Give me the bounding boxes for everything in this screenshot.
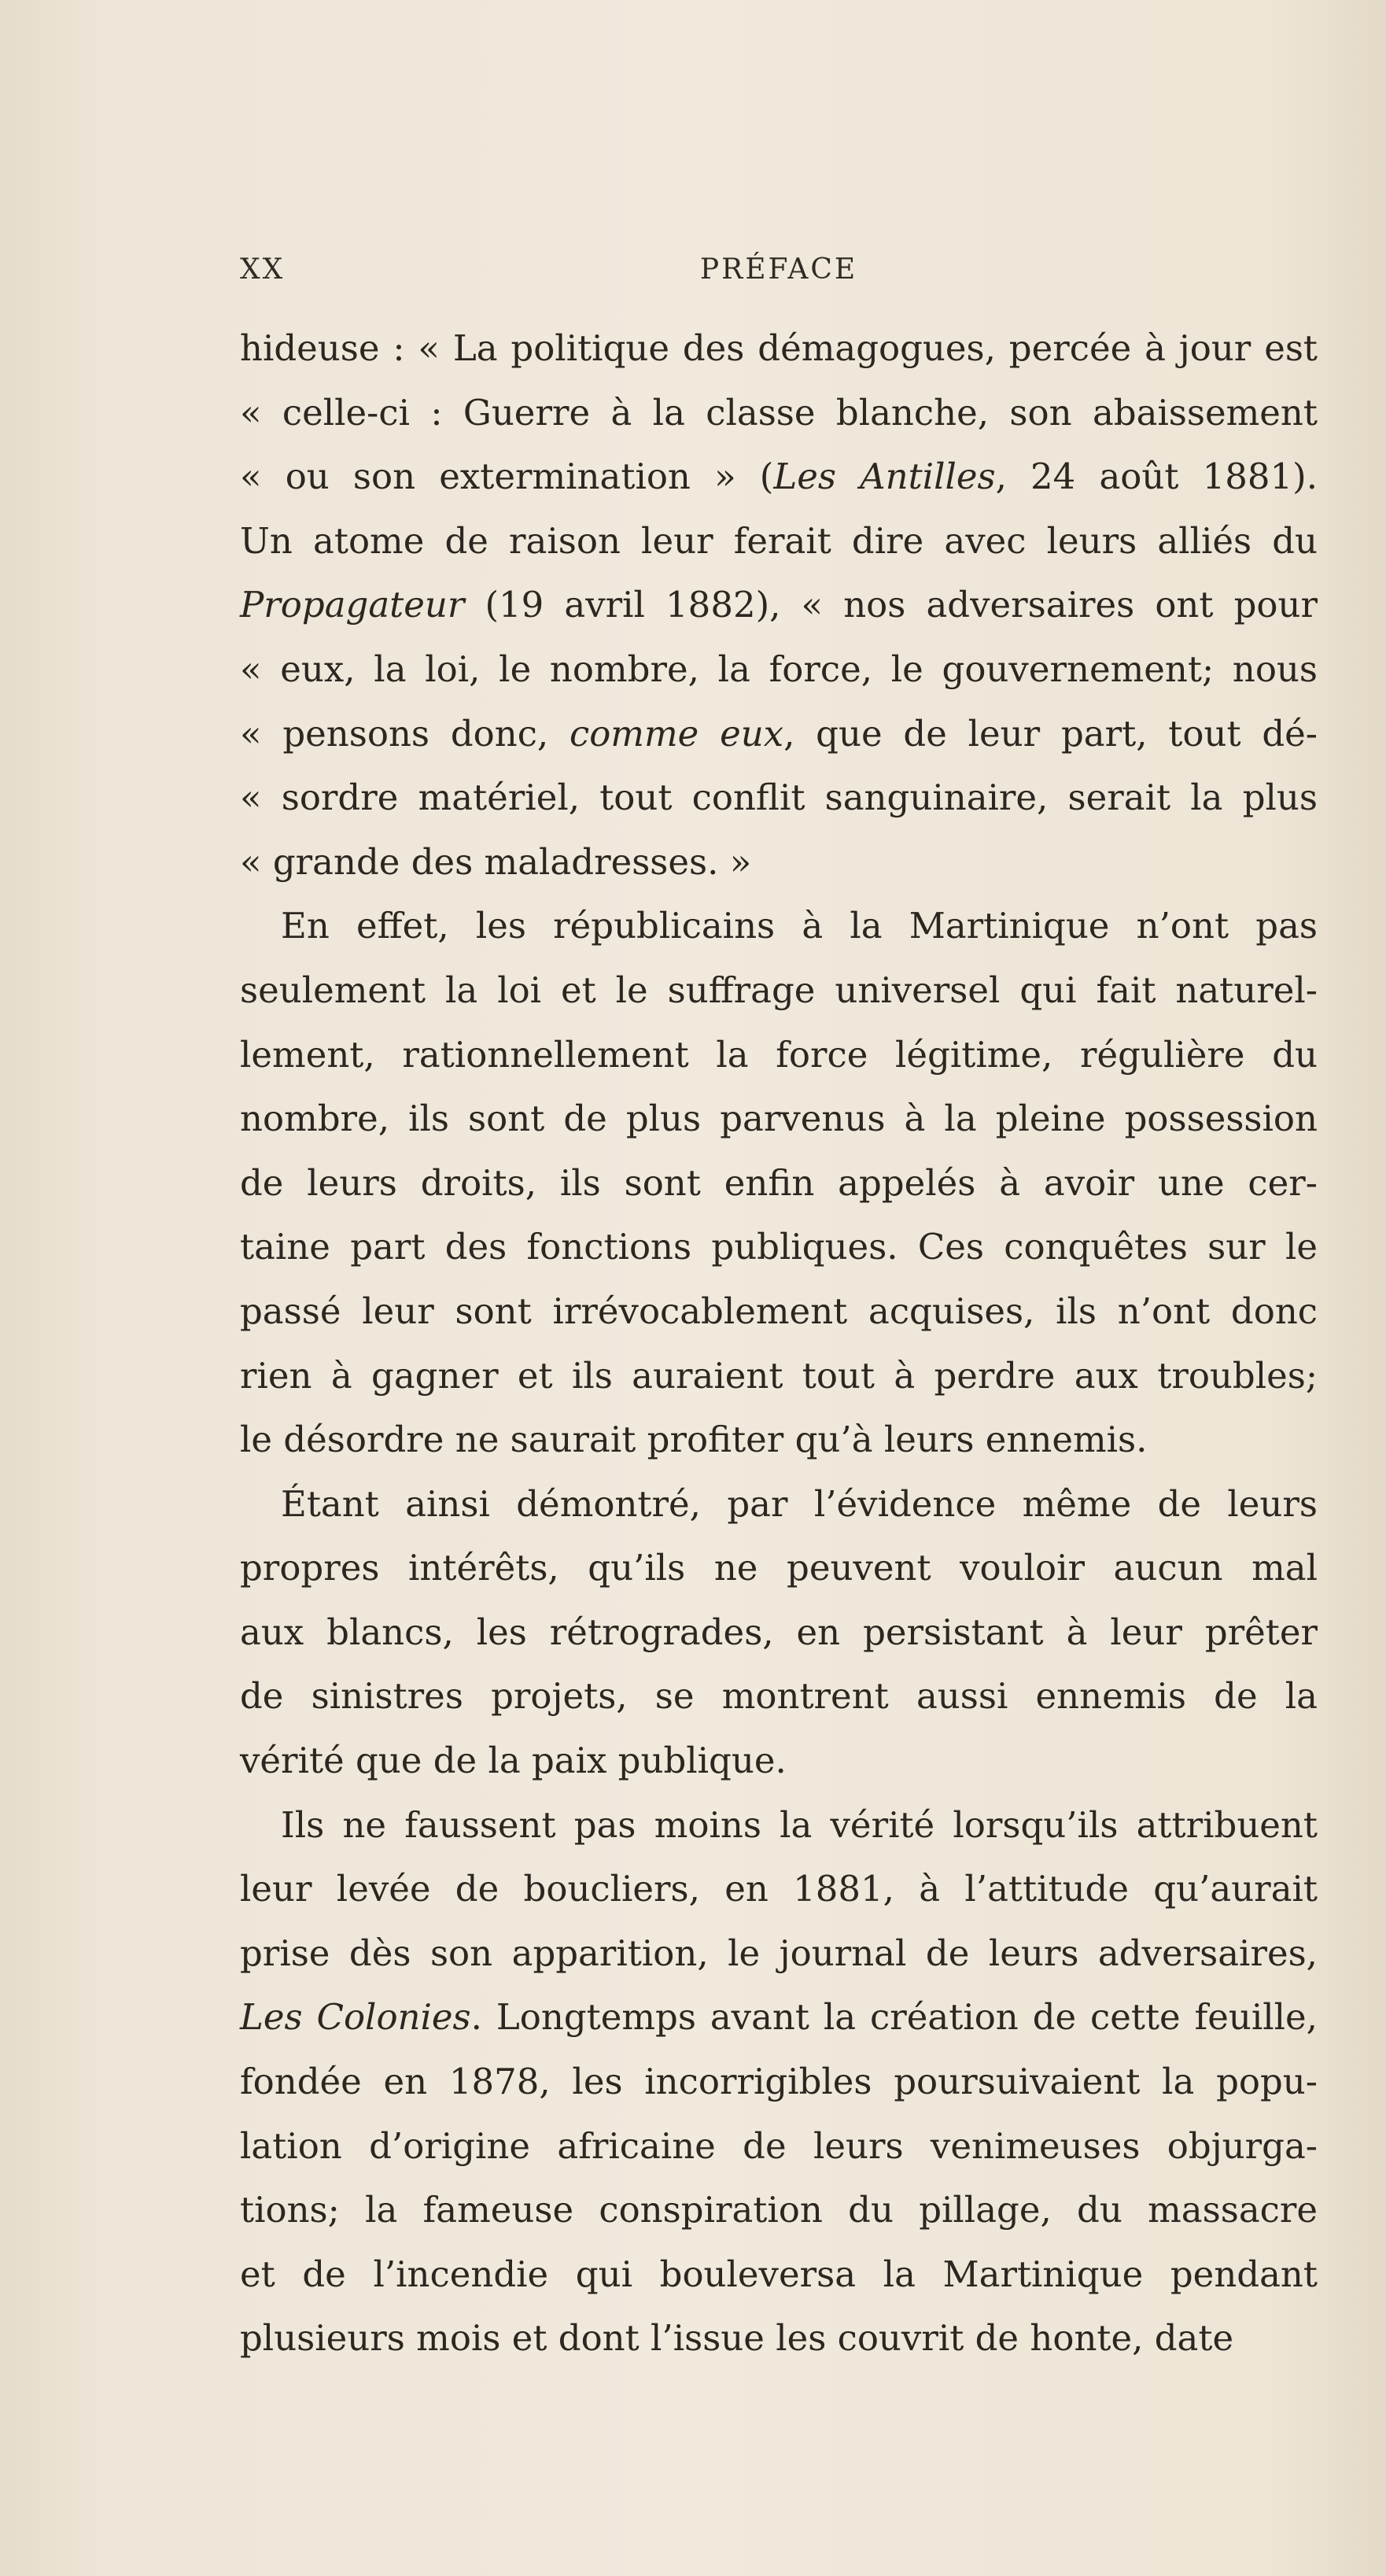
paragraph [240,1472,1318,1793]
text-line: Un atome de raison leur ferait dire avec leurs alliés du [240,519,1318,562]
text-line: « sordre matériel, tout conflit sanguinaire, serait la plus [240,777,1318,819]
text-line: Les Colonies. Longtemps avant la création de cette feuille, [240,1996,1318,2039]
text-line: nombre, ils sont de plus parvenus à la pleine possession [240,1098,1318,1140]
text-line: vérité que de la paix publique. [240,1740,787,1782]
italic-title: comme eux [570,712,784,755]
text-line: passé leur sont irrévocablement acquises, ils n’ont donc [240,1290,1318,1332]
text-line: Propagateur (19 avril 1882), « nos adversaires ont pour [240,584,1318,626]
italic-title: Propagateur [240,584,465,626]
text-line: En effet, les républicains à la Martinique n’ont pas [281,905,1318,947]
text-line: de sinistres projets, se montrent aussi ennemis de la [240,1675,1318,1718]
text-line: « pensons donc, comme eux, que de leur part, tout dé- [240,712,1318,755]
text-line: aux blancs, les rétrogrades, en persistant à leur prêter [240,1611,1318,1653]
text-line: taine part des fonctions publiques. Ces conquêtes sur le [240,1226,1318,1268]
page-number: XX [240,253,286,286]
text-line: « eux, la loi, le nombre, la force, le gouvernement; nous [240,648,1318,690]
text-line: Ils ne faussent pas moins la vérité lorsqu’ils attribuent [281,1803,1318,1846]
section-title: PRÉFACE [699,253,858,286]
text-line: fondée en 1878, les incorrigibles poursuivaient la popu- [240,2061,1318,2103]
paragraph [240,1793,1318,2371]
text-line: plusieurs mois et dont l’issue les couvrit de honte, date [240,2317,1234,2360]
text-line: tions; la fameuse conspiration du pillage, du massacre [240,2189,1318,2231]
text-line: seulement la loi et le suffrage universel qui fait naturel- [240,969,1318,1011]
text-line: hideuse : « La politique des démagogues, percée à jour est [240,327,1318,369]
text-line: propres intérêts, qu’ils ne peuvent vouloir aucun mal [240,1547,1318,1589]
text-line: « ou son extermination » (Les Antilles, 24 août 1881). [240,456,1318,498]
text-line: prise dès son apparition, le journal de leurs adversaires, [240,1932,1318,1974]
italic-title: Les Antilles [773,456,996,498]
running-head [240,253,1318,301]
text-line: lement, rationnellement la force légitime, régulière du [240,1033,1318,1076]
paragraph [240,894,1318,1471]
body-text [240,316,1318,2371]
text-line: « grande des maladresses. » [240,840,752,883]
text-line: « celle-ci : Guerre à la classe blanche, son abaissement [240,391,1318,434]
text-line: et de l’incendie qui bouleversa la Martinique pendant [240,2253,1318,2295]
text-line: le désordre ne saurait profiter qu’à leurs ennemis. [240,1419,1148,1461]
text-line: leur levée de boucliers, en 1881, à l’attitude qu’aurait [240,1868,1318,1910]
text-line: Étant ainsi démontré, par l’évidence même de leurs [281,1482,1318,1525]
italic-title: Les Colonies [240,1996,471,2039]
text-line: rien à gagner et ils auraient tout à perdre aux troubles; [240,1354,1318,1397]
text-line: de leurs droits, ils sont enfin appelés à avoir une cer- [240,1161,1318,1204]
text-line: lation d’origine africaine de leurs venimeuses objurga- [240,2124,1318,2167]
paragraph [240,316,1318,894]
